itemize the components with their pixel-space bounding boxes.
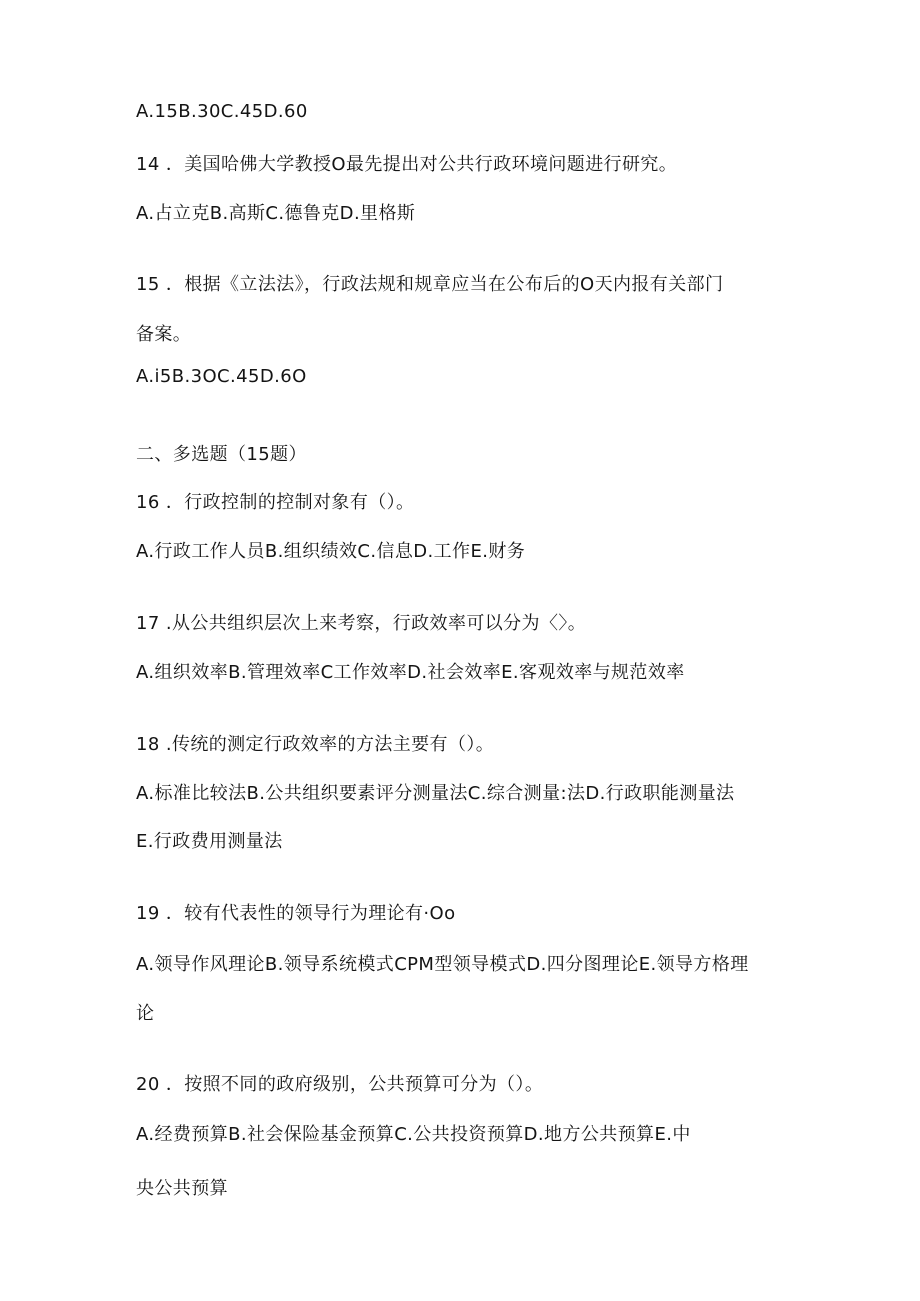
q15-question-cont: 备案。 — [136, 324, 192, 345]
q20-options-cont: 央公共预算 — [136, 1178, 228, 1199]
q16-options: A.行政工作人员B.组织绩效C.信息D.工作E.财务 — [136, 541, 526, 562]
q18-question: 18 .传统的测定行政效率的方法主要有（）。 — [136, 734, 495, 755]
q16-question: 16 ．行政控制的控制对象有（）。 — [136, 492, 415, 513]
q19-options-cont: 论 — [136, 1003, 155, 1024]
q17-options: A.组织效率B.管理效率C工作效率D.社会效率E.客观效率与规范效率 — [136, 662, 685, 683]
q17-question: 17 .从公共组织层次上来考察，行政效率可以分为〈〉。 — [136, 613, 587, 634]
q14-question: 14 ．美国哈佛大学教授O最先提出对公共行政环境问题进行研究。 — [136, 154, 678, 175]
q20-question: 20 ．按照不同的政府级别，公共预算可分为（）。 — [136, 1074, 544, 1095]
q19-options: A.领导作风理论B.领导系统模式CPM型领导模式D.四分图理论E.领导方格理 — [136, 954, 749, 975]
q18-options: A.标准比较法B.公共组织要素评分测量法C.综合测量:法D.行政职能测量法 — [136, 783, 735, 804]
q18-options-cont: E.行政费用测量法 — [136, 831, 283, 852]
q15-question: 15 ．根据《立法法》，行政法规和规章应当在公布后的O天内报有关部门 — [136, 274, 724, 295]
q13-options: A.15B.30C.45D.60 — [136, 101, 308, 122]
q14-options: A.占立克B.高斯C.德鲁克D.里格斯 — [136, 203, 416, 224]
q20-options: A.经费预算B.社会保险基金预算C.公共投资预算D.地方公共预算E.中 — [136, 1124, 691, 1145]
q15-options: A.i5B.3OC.45D.6O — [136, 366, 307, 387]
q19-question: 19 ．较有代表性的领导行为理论有·Oo — [136, 903, 456, 924]
section-heading: 二、多选题（15题） — [136, 444, 307, 465]
